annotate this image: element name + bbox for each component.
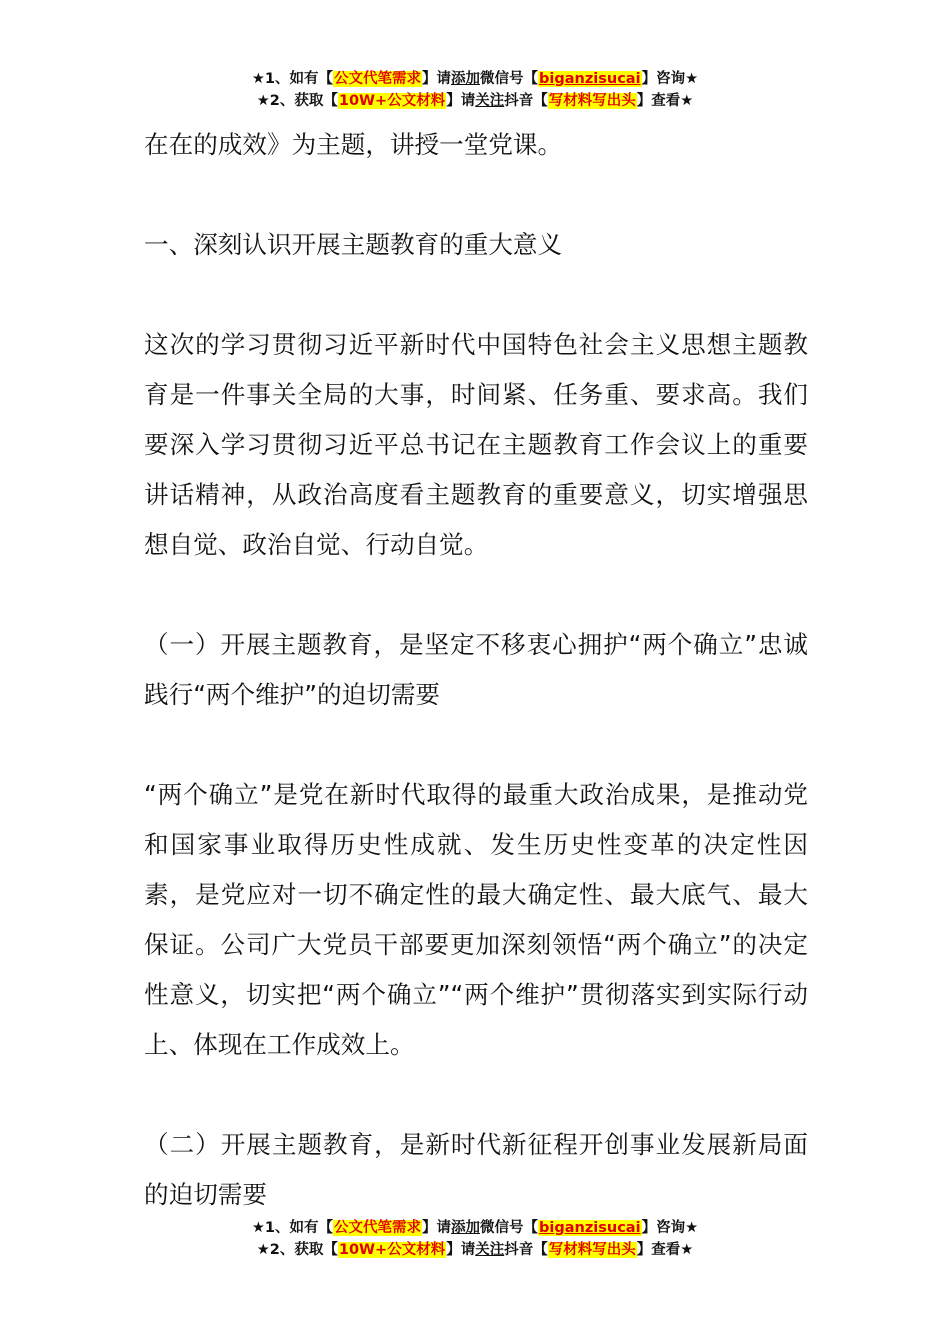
banner-line-2	[0, 1239, 950, 1261]
banner-text: 】咨询★	[641, 71, 699, 87]
subsection-heading: （一）开展主题教育，是坚定不移衷心拥护“两个确立”忠诚践行“两个维护”的迫切需要	[144, 630, 808, 709]
banner-line-2	[0, 90, 950, 112]
banner-text: 】咨询★	[641, 1220, 699, 1236]
banner-line-1	[0, 1217, 950, 1239]
section-heading: 一、深刻认识开展主题教育的重大意义	[144, 230, 563, 259]
banner-text: ★1、如有【	[251, 1220, 334, 1236]
banner-text: ★2、获取【	[256, 1242, 338, 1258]
banner-text: 微信号【	[480, 1220, 539, 1236]
banner-highlight: 10W+公文材料	[338, 1242, 446, 1258]
banner-highlight: 公文代笔需求	[334, 71, 422, 87]
banner-underlined-text: 添加	[451, 71, 481, 87]
banner-highlight: 10W+公文材料	[338, 93, 446, 109]
paragraph: 在在的成效》为主题，讲授一堂党课。	[144, 130, 563, 159]
banner-highlight: 写材料写出头	[548, 93, 636, 109]
banner-highlight: 写材料写出头	[548, 1242, 636, 1258]
banner-line-1	[0, 68, 950, 90]
banner-underlined-text: 添加	[451, 1220, 481, 1236]
banner-text: 微信号【	[480, 71, 539, 87]
paragraph: “两个确立”是党在新时代取得的最重大政治成果，是推动党和国家事业取得历史性成就、发生历史性变革的决定性因素，是党应对一切不确定性的最大确定性、最大底气、最大保证。公司广大党员干部要更加深刻领悟“两个确立”的决定性意义，切实把“两个确立”“两个维护”贯彻落实到实际行动上、体现在工作成效上。	[144, 780, 808, 1059]
footer-banner	[0, 1217, 950, 1261]
subsection-heading: （二）开展主题教育，是新时代新征程开创事业发展新局面的迫切需要	[144, 1130, 808, 1209]
banner-text: 】请	[422, 71, 452, 87]
banner-text: 】请	[446, 1242, 476, 1258]
banner-text: 】查看★	[636, 1242, 694, 1258]
wechat-id-link[interactable]: biganzisucai	[539, 1220, 641, 1236]
banner-underlined-text: 关注	[475, 1242, 505, 1258]
banner-text: 抖音【	[504, 93, 548, 109]
banner-highlight: 公文代笔需求	[334, 1220, 422, 1236]
banner-text: ★1、如有【	[251, 71, 334, 87]
banner-text: 】请	[422, 1220, 452, 1236]
banner-text: ★2、获取【	[256, 93, 338, 109]
banner-text: 抖音【	[504, 1242, 548, 1258]
banner-text: 】请	[446, 93, 476, 109]
banner-text: 】查看★	[636, 93, 694, 109]
header-banner	[0, 68, 950, 112]
wechat-id-link[interactable]: biganzisucai	[539, 71, 641, 87]
document-body	[144, 120, 808, 1220]
paragraph: 这次的学习贯彻习近平新时代中国特色社会主义思想主题教育是一件事关全局的大事，时间紧、任务重、要求高。我们要深入学习贯彻习近平总书记在主题教育工作会议上的重要讲话精神，从政治高度看主题教育的重要意义，切实增强思想自觉、政治自觉、行动自觉。	[144, 330, 808, 559]
banner-underlined-text: 关注	[475, 93, 505, 109]
